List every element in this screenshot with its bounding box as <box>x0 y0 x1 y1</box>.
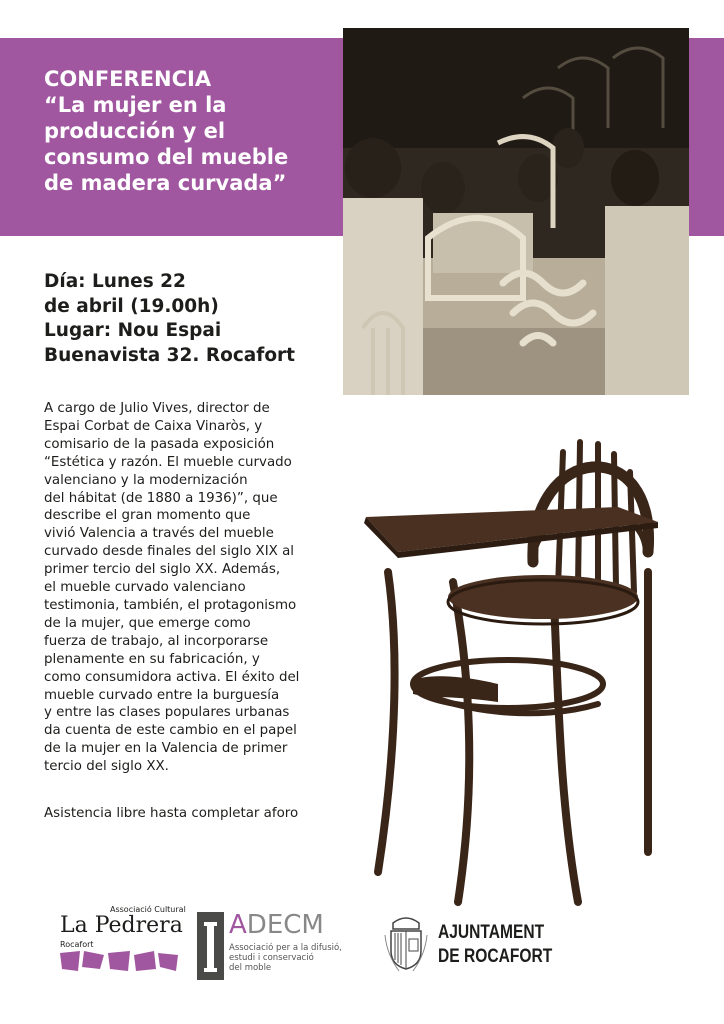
ajuntament-name <box>438 921 552 969</box>
description-line: como consumidora activa. El éxito del <box>44 669 300 685</box>
pedrera-name: La Pedrera <box>60 913 183 938</box>
description-line: mueble curvado entre la burguesía <box>44 687 280 703</box>
description-line: testimonia, también, el protagonismo <box>44 597 297 613</box>
event-address: Buenavista 32. Rocafort <box>44 344 295 366</box>
description-line: de la mujer, que emerge como <box>44 615 251 631</box>
description-line: valenciano y la modernización <box>44 472 248 488</box>
bentwood-high-chair-illustration <box>358 412 678 912</box>
description-line: da cuenta de este cambio en el papel <box>44 723 297 739</box>
adecm-subtitle <box>229 943 342 973</box>
description-line: el mueble curvado valenciano <box>44 580 246 596</box>
description-line: y entre las clases populares urbanas <box>44 705 290 721</box>
adecm-name <box>229 910 324 940</box>
ajuntament-line: AJUNTAMENT <box>438 922 545 943</box>
description-line: Espai Corbat de Caixa Vinaròs, y <box>44 418 263 434</box>
coat-of-arms-icon <box>383 915 429 973</box>
description-line: fuerza de trabajo, al incorporarse <box>44 633 269 649</box>
historical-workshop-photo <box>343 28 689 395</box>
event-details <box>44 270 295 368</box>
adecm-name-a: A <box>229 910 247 940</box>
description-line: tercio del siglo XX. <box>44 759 169 775</box>
workshop-photo-illustration <box>343 28 689 395</box>
ajuntament-rocafort-logo <box>383 915 553 975</box>
adecm-logo <box>197 912 347 982</box>
pedrera-stones-icon <box>60 949 178 973</box>
title-line: consumo del mueble <box>44 145 289 169</box>
event-date: Día: Lunes 22 <box>44 271 186 292</box>
description-line: “Estética y razón. El mueble curvado <box>44 454 292 470</box>
event-venue: Lugar: Nou Espai <box>44 320 222 341</box>
description-line: de la mujer en la Valencia de primer <box>44 741 288 757</box>
title-kicker: CONFERENCIA <box>44 67 212 91</box>
description-line: vivió Valencia a través del mueble <box>44 526 274 542</box>
attendance-note: Asistencia libre hasta completar aforo <box>44 806 299 821</box>
pedrera-place: Rocafort <box>60 940 94 949</box>
adecm-subtitle-line: del moble <box>229 963 272 973</box>
title-line: de madera curvada” <box>44 171 287 195</box>
page-title <box>44 66 344 196</box>
description-line: describe el gran momento que <box>44 508 251 524</box>
description-line: comisario de la pasada exposición <box>44 436 275 452</box>
adecm-column-icon <box>197 912 224 980</box>
adecm-name-rest: DECM <box>246 910 324 940</box>
description-line: curvado desde finales del siglo XIX al <box>44 544 295 560</box>
adecm-subtitle-line: estudi i conservació <box>229 953 314 963</box>
description-paragraph <box>44 400 324 776</box>
description-line: A cargo de Julio Vives, director de <box>44 401 270 416</box>
description-line: plenamente en su fabricación, y <box>44 651 260 667</box>
ajuntament-line: DE ROCAFORT <box>438 946 553 967</box>
description-line: del hábitat (de 1880 a 1936)”, que <box>44 490 278 506</box>
title-line: producción y el <box>44 119 226 143</box>
pedrera-tagline: Associació Cultural <box>110 905 186 914</box>
la-pedrera-logo <box>58 905 184 975</box>
title-line: “La mujer en la <box>44 93 227 117</box>
description-line: primer tercio del siglo XX. Además, <box>44 562 281 578</box>
event-date-time: de abril (19.00h) <box>44 295 219 317</box>
adecm-subtitle-line: Associació per a la difusió, <box>229 943 342 953</box>
high-chair-image <box>358 412 678 912</box>
